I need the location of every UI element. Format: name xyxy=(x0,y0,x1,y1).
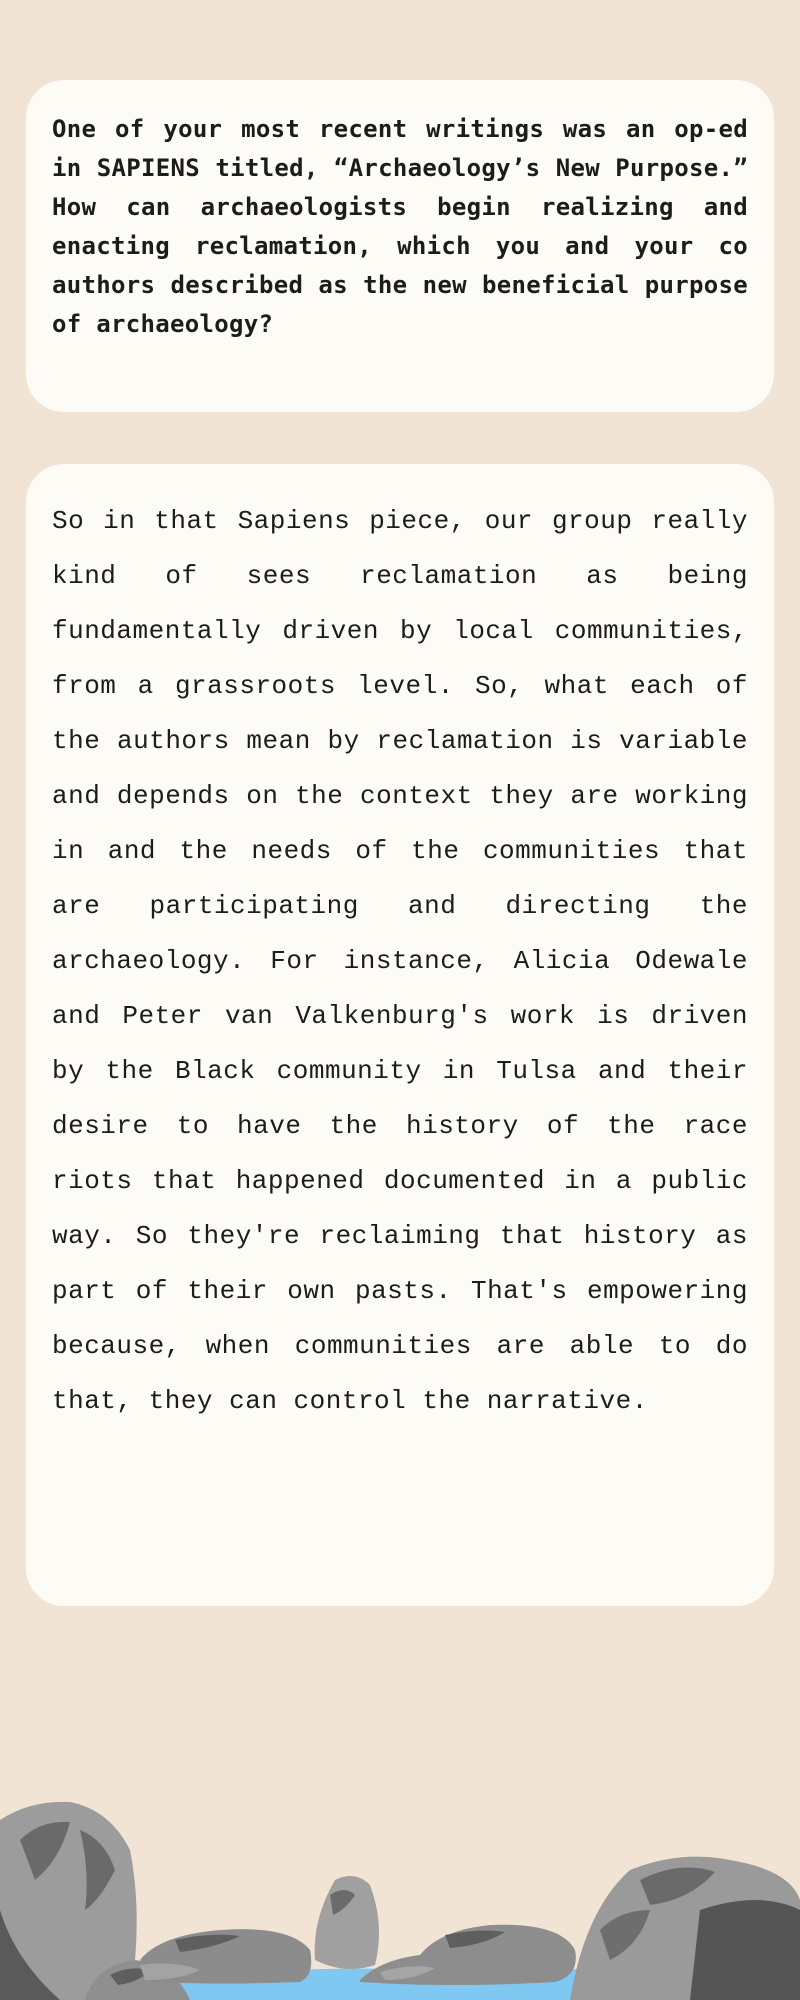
rocks-and-water-illustration xyxy=(0,1760,800,2000)
question-card xyxy=(26,80,774,412)
rock-flat-center xyxy=(360,1925,576,1985)
answer-text: So in that Sapiens piece, our group really kind of sees reclamation as being fundamentally driven by local communities, from a grassroots level. So, what each of the authors mean by reclamation is variable and depends on the context they are working in and the needs of the communities that are participating and directing the archaeology. For instance, Alicia Odewale and Peter van Valkenburg's work is driven by the Black community in Tulsa and their desire to have the history of the race riots that happened documented in a public way. So they're reclaiming that history as part of their own pasts. That's empowering because, when communities are able to do that, they can control the narrative. xyxy=(52,506,748,1416)
answer-card xyxy=(26,464,774,1606)
rock-flat-left xyxy=(140,1929,311,1983)
rock-right-large xyxy=(570,1857,800,2000)
question-text: One of your most recent writings was an op-ed in SAPIENS titled, “Archaeology’s New Purpose.” How can archaeologists begin realizing and enacting reclamation, which you and your co authors described as the new beneficial purpose of archaeology? xyxy=(52,115,748,338)
rock-center-small xyxy=(315,1876,379,1969)
